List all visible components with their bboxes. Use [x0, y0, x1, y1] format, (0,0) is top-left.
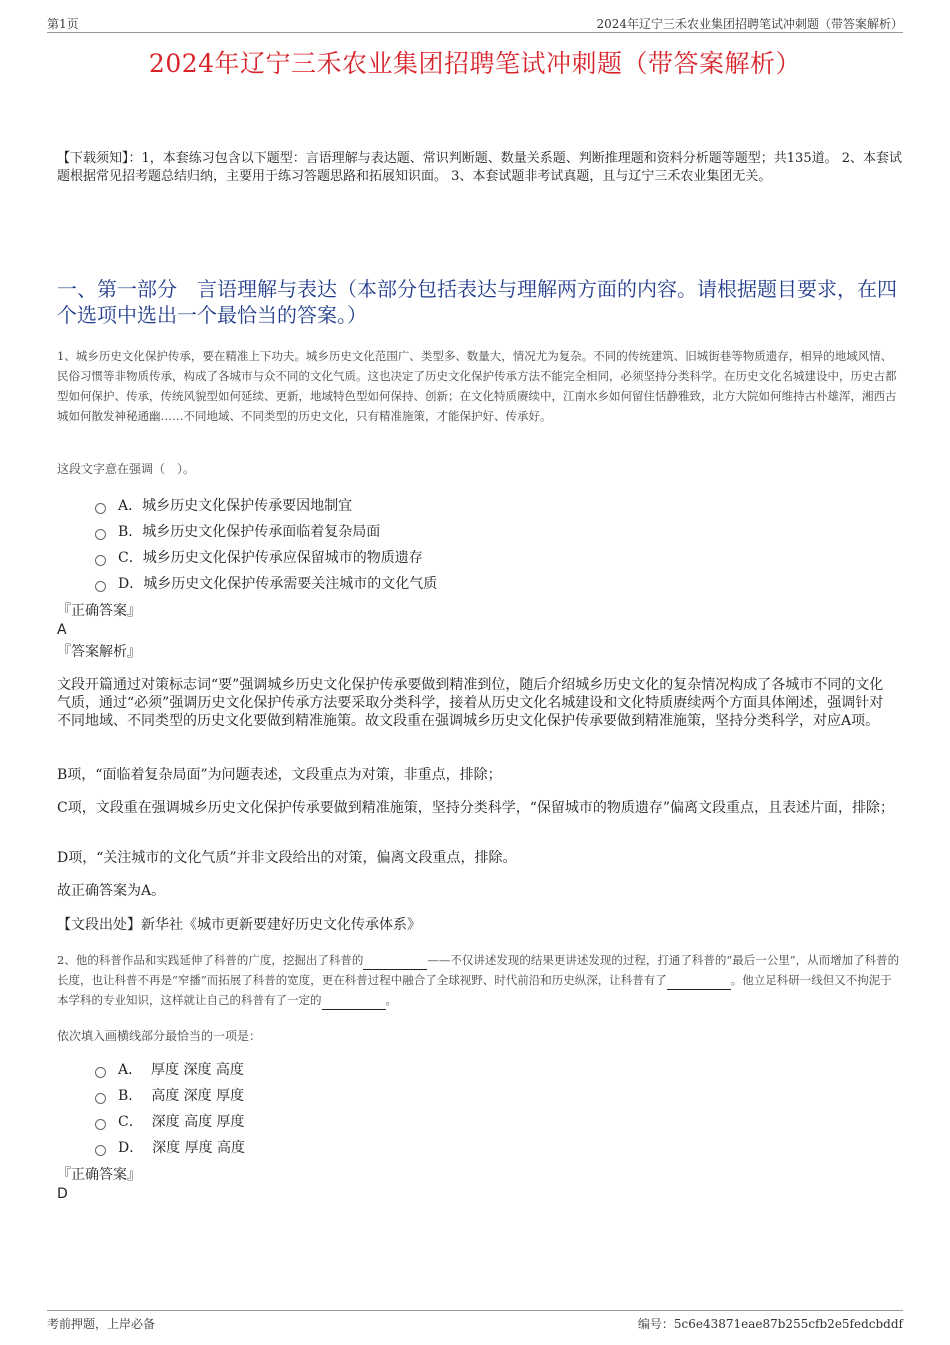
radio-icon[interactable]	[95, 1067, 106, 1078]
correct-answer: D	[57, 1186, 68, 1202]
document-title: 2024年辽宁三禾农业集团招聘笔试冲刺题（带答案解析）	[148, 49, 802, 78]
option-c[interactable]: C． 城乡历史文化保护传承应保留城市的物质遗存	[95, 545, 437, 571]
radio-icon[interactable]	[95, 1145, 106, 1156]
download-notice: 【下载须知】：1，本套练习包含以下题型：言语理解与表达题、常识判断题、数量关系题、判断推理题和资料分析题等题型；共135道。 2、本套试题根据常见招考题总结归纳，主要用于练习答题思路和拓展知识面。 3、本套试题非考试真题，且与辽宁三禾农业集团无关。	[57, 151, 902, 184]
option-d[interactable]: D． 城乡历史文化保护传承需要关注城市的文化气质	[95, 571, 437, 597]
question-2-options	[95, 1057, 245, 1161]
analysis-paragraph: B项，“面临着复杂局面”为问题表述，文段重点为对策，非重点，排除；	[57, 767, 502, 783]
radio-icon[interactable]	[95, 581, 106, 592]
analysis-paragraph: C项，文段重在强调城乡历史文化保护传承要做到精准施策，坚持分类科学，“保留城市的物质遗存”偏离文段重点，且表述片面，排除；	[57, 800, 895, 816]
radio-icon[interactable]	[95, 529, 106, 540]
page-number: 第1页	[47, 17, 79, 31]
radio-icon[interactable]	[95, 1119, 106, 1130]
question-1-options	[95, 493, 437, 597]
document-id: 编号：5c6e43871eae87b255cfb2e5fedcbddf	[637, 1317, 903, 1331]
analysis-label: 『答案解析』	[57, 644, 141, 660]
option-b[interactable]: B． 城乡历史文化保护传承面临着复杂局面	[95, 519, 437, 545]
blank-line	[322, 997, 386, 1010]
question-2-text: 2、他的科普作品和实践延伸了科普的广度，挖掘出了科普的 ——不仅讲述发现的结果更讲述发现的过程，打通了科普的“最后一公里”，从而增加了科普的长度，也让科普不再是“窄播”而拓展了科普的宽度，更在科普过程中融合了全球视野、时代前沿和历史纵深，让科普有了 。他立足科研一线但又不拘泥于本学科的专业知识，这样就让自己的科普有了一定的 。	[57, 950, 902, 1010]
header-doc-title: 2024年辽宁三禾农业集团招聘笔试冲刺题（带答案解析）	[596, 17, 903, 31]
page-header	[47, 12, 903, 33]
option-a[interactable]: A． 城乡历史文化保护传承要因地制宜	[95, 493, 437, 519]
correct-answer: A	[57, 622, 67, 638]
footer-slogan: 考前押题，上岸必备	[47, 1317, 156, 1331]
question-1-stem: 这段文字意在强调（ ）。	[57, 462, 196, 476]
section-title: 一、第一部分 言语理解与表达（本部分包括表达与理解两方面的内容。请根据题目要求，在四个选项中选出一个最恰当的答案。）	[57, 277, 897, 327]
analysis-paragraph: 文段开篇通过对策标志词“要”强调城乡历史文化保护传承要做到精准到位，随后介绍城乡历史文化的复杂情况构成了各城市不同的文化气质，通过“必须”强调历史文化保护传承方法要采取分类科学，接着从历史文化名城建设和文化特质赓续两个方面具体阐述，强调针对不同地域、不同类型的历史文化要做到精准施策。故文段重在强调城乡历史文化保护传承要做到精准施策，坚持分类科学，对应A项。	[57, 677, 884, 729]
source-citation: 【文段出处】新华社《城市更新要建好历史文化传承体系》	[57, 917, 421, 933]
analysis-paragraph: D项，“关注城市的文化气质”并非文段给出的对策，偏离文段重点，排除。	[57, 850, 517, 866]
page-footer	[47, 1310, 903, 1331]
question-1-text: 1、城乡历史文化保护传承，要在精准上下功夫。城乡历史文化范围广、类型多、数量大，情况尤为复杂。不同的传统建筑、旧城街巷等物质遗存，相异的地域风情、民俗习惯等非物质传承，构成了各城市与众不同的文化气质。这也决定了历史文化保护传承方法不能完全相同，必须坚持分类科学。在历史文化名城建设中，历史古都型如何保护、传承，传统风貌型如何延续、更新，地域特色型如何保持、创新；在文化特质赓续中，江南水乡如何留住恬静雅致，北方大院如何维持古朴雄浑，湘西古城如何散发神秘通幽……不同地域、不同类型的历史文化，只有精准施策，才能保护好、传承好。	[57, 349, 897, 423]
question-2-stem: 依次填入画横线部分最恰当的一项是：	[57, 1029, 262, 1043]
option-b[interactable]: B． 高度 深度 厚度	[95, 1083, 245, 1109]
radio-icon[interactable]	[95, 503, 106, 514]
correct-answer-label: 『正确答案』	[57, 1167, 141, 1183]
radio-icon[interactable]	[95, 1093, 106, 1104]
option-a[interactable]: A． 厚度 深度 高度	[95, 1057, 245, 1083]
analysis-paragraph: 故正确答案为A。	[57, 883, 166, 899]
option-c[interactable]: C． 深度 高度 厚度	[95, 1109, 245, 1135]
blank-line	[667, 977, 731, 990]
correct-answer-label: 『正确答案』	[57, 603, 141, 619]
radio-icon[interactable]	[95, 555, 106, 566]
option-d[interactable]: D． 深度 厚度 高度	[95, 1135, 245, 1161]
blank-line	[363, 957, 427, 970]
